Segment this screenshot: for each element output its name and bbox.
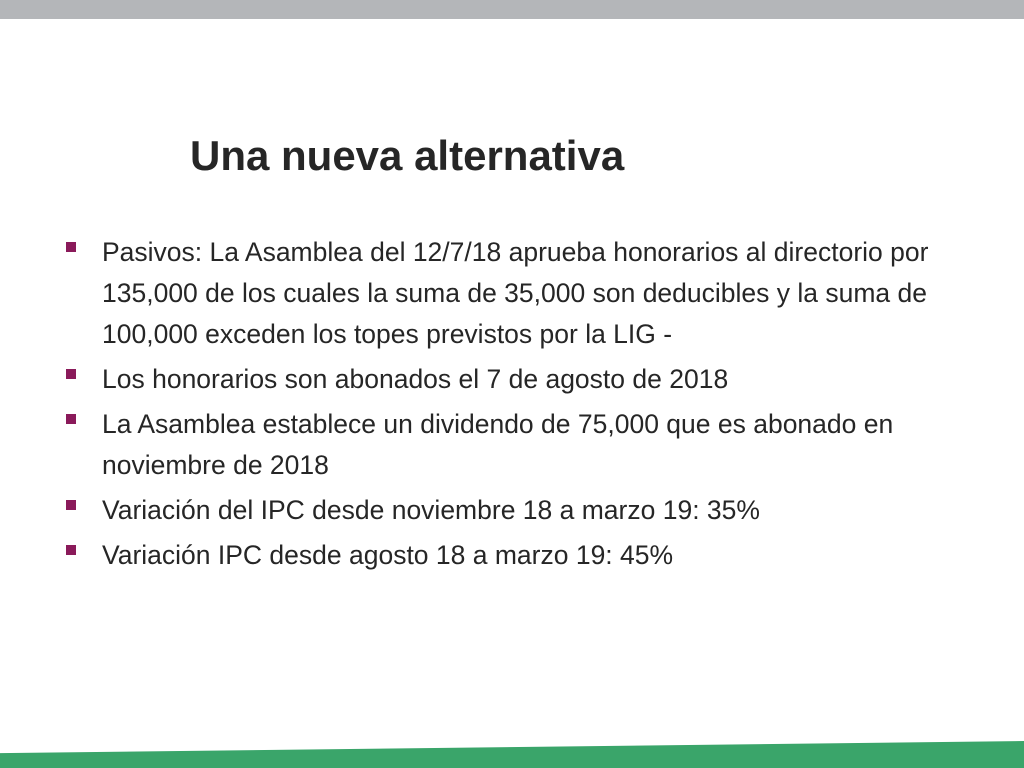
bottom-decorative-bar [0,741,1024,768]
bullet-item [62,404,942,486]
top-decorative-bar [0,0,1024,19]
bullet-item [62,490,942,531]
bullet-item [62,232,942,355]
square-bullet-icon [66,414,76,424]
square-bullet-icon [66,369,76,379]
square-bullet-icon [66,500,76,510]
bullet-item [62,535,942,576]
bullet-text: La Asamblea establece un dividendo de 75,000 que es abonado en noviembre de 2018 [102,409,894,480]
bullet-text: Variación IPC desde agosto 18 a marzo 19: 45% [102,540,674,570]
square-bullet-icon [66,242,76,252]
bullet-text: Los honorarios son abonados el 7 de agosto de 2018 [102,364,729,394]
bullet-list [62,232,942,580]
bullet-item [62,359,942,400]
square-bullet-icon [66,545,76,555]
bullet-text: Variación del IPC desde noviembre 18 a marzo 19: 35% [102,495,760,525]
slide-title: Una nueva alternativa [190,132,625,179]
bullet-text: Pasivos: La Asamblea del 12/7/18 aprueba honorarios al directorio por 135,000 de los cuales la suma de 35,000 son deducibles y la suma de 100,000 exceden los topes previstos por la LIG - [102,237,929,349]
